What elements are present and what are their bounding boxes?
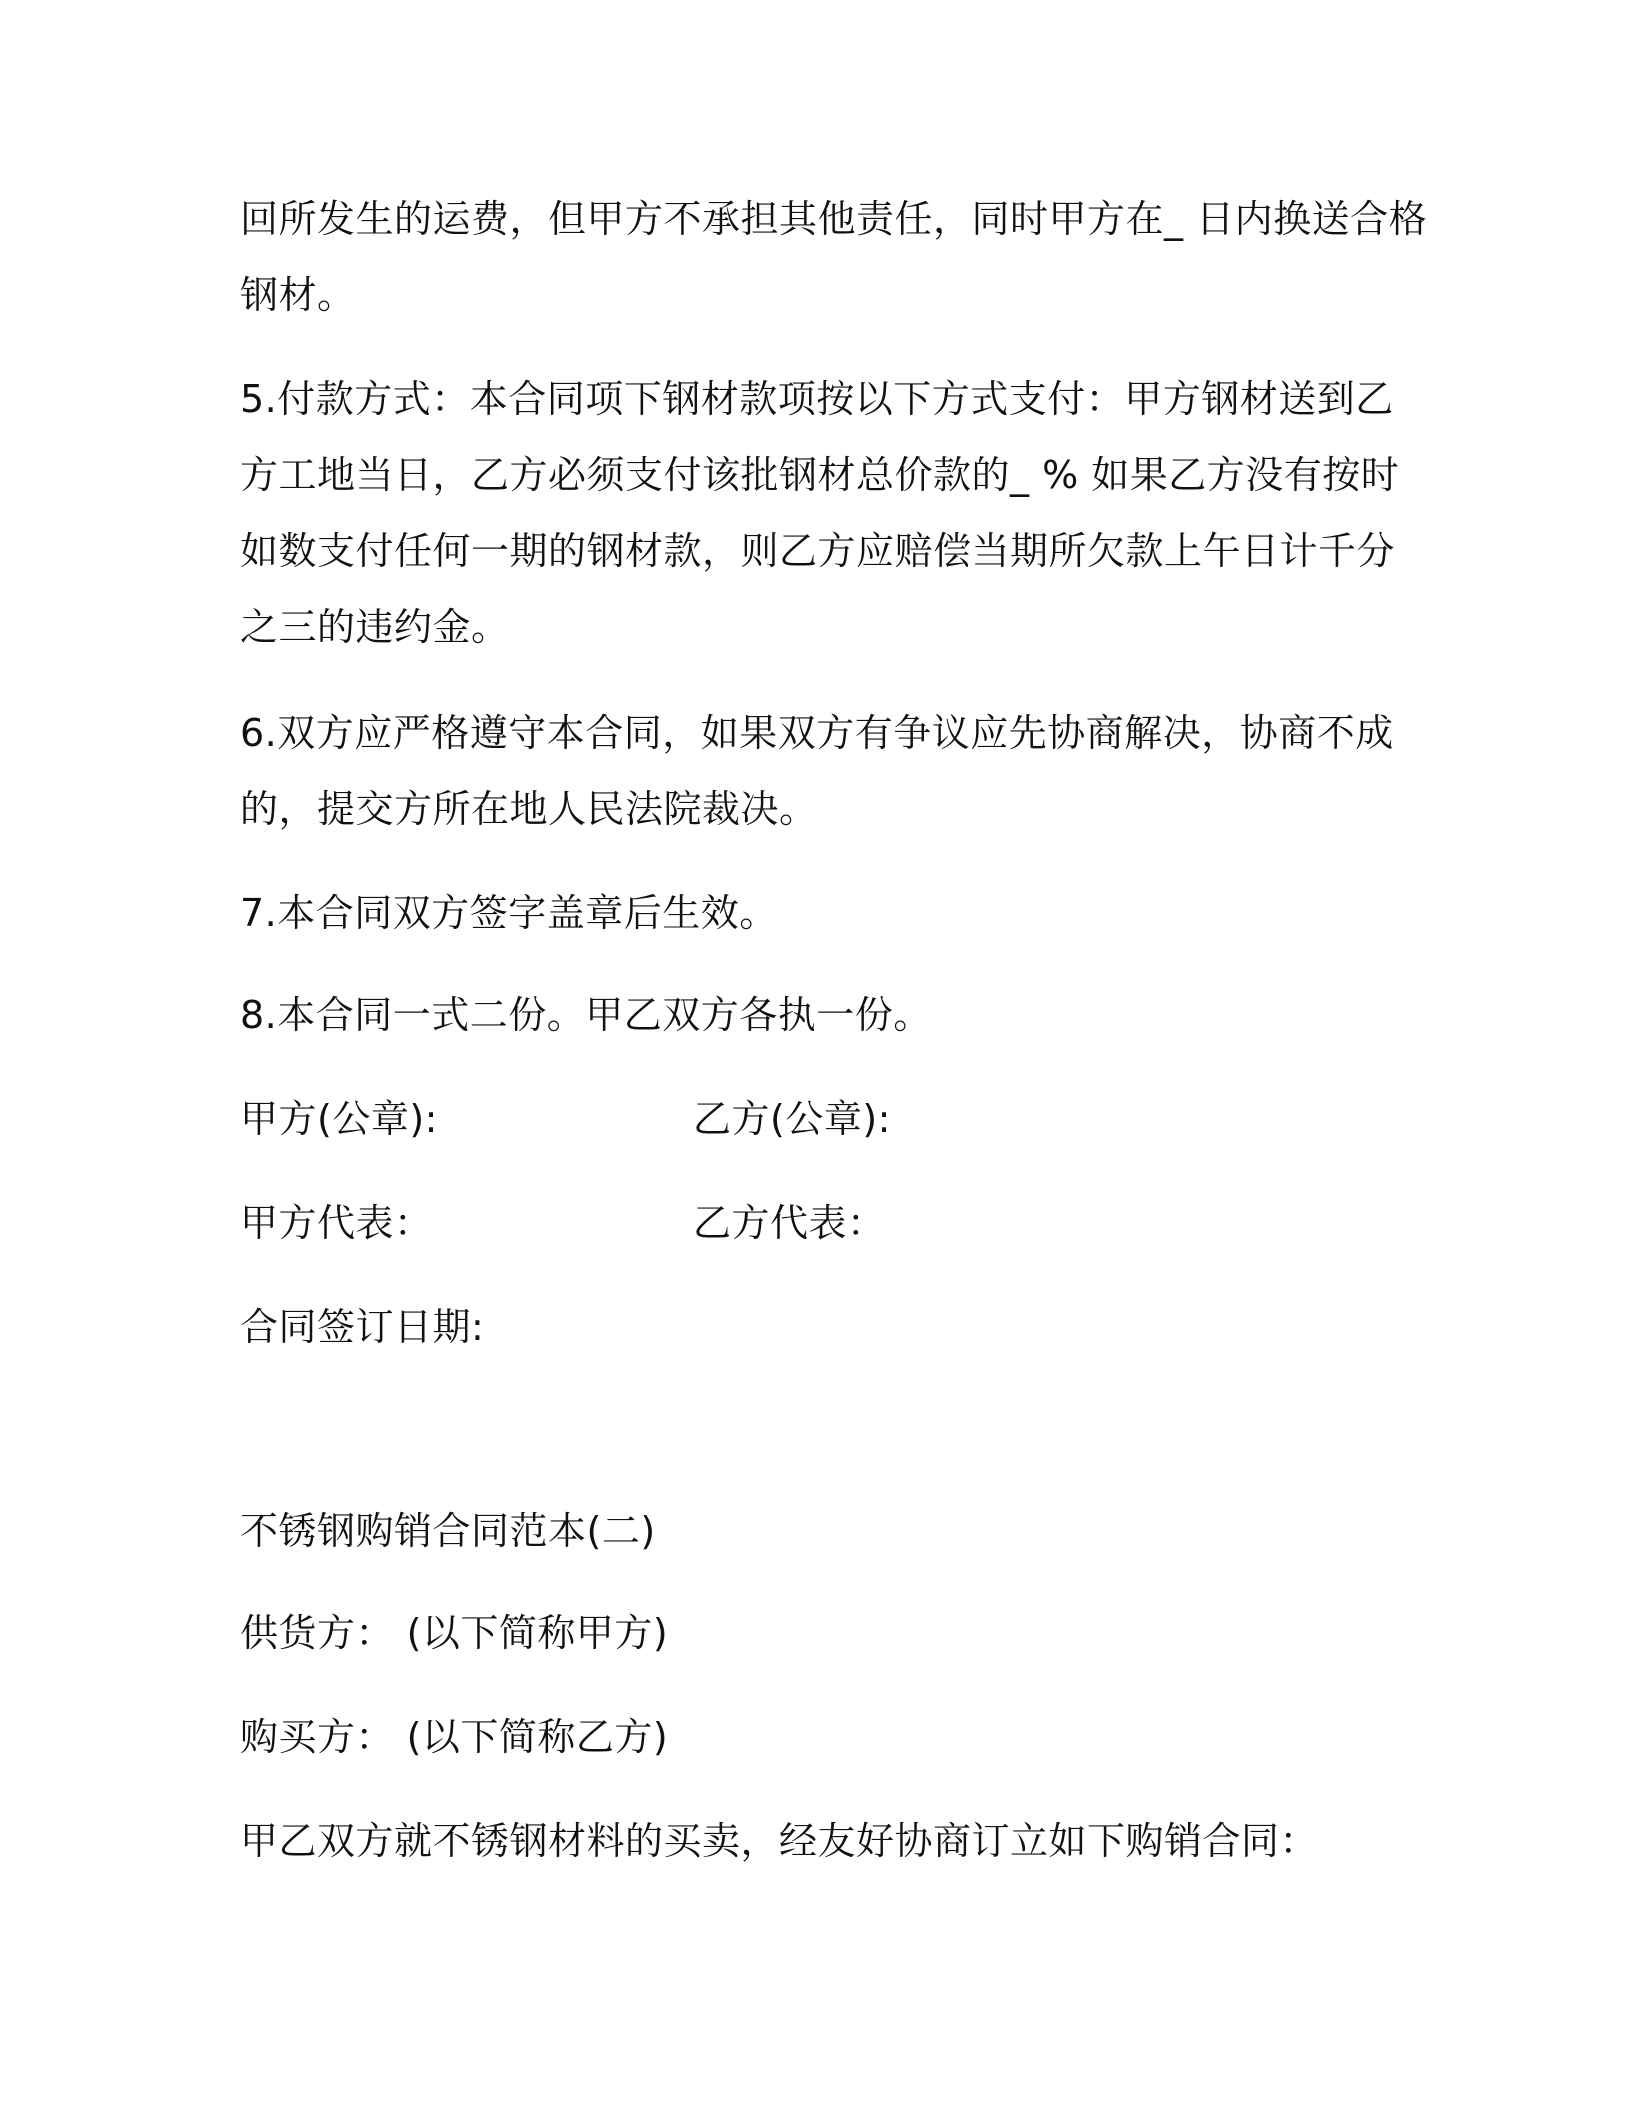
sign-date: 合同签订日期: [240, 1305, 485, 1349]
clause4-tail-line2: 钢材。 [240, 273, 356, 317]
party-a-rep: 甲方代表： [240, 1201, 433, 1245]
clause8: 8.本合同一式二份。甲乙双方各执一份。 [240, 993, 932, 1037]
template2-buyer: 购买方： (以下简称乙方) [240, 1715, 669, 1759]
clause5-line2: 方工地当日，乙方必须支付该批钢材总价款的_ % 如果乙方没有按时 [240, 453, 1400, 497]
template2-intro: 甲乙双方就不锈钢材料的买卖，经友好协商订立如下购销合同： [240, 1819, 1319, 1863]
clause4-tail-line1: 回所发生的运费，但甲方不承担其他责任，同时甲方在_ 日内换送合格 [240, 197, 1428, 241]
party-a-seal: 甲方(公章): [240, 1097, 438, 1141]
party-b-rep: 乙方代表： [693, 1201, 886, 1245]
clause6-line2: 的，提交方所在地人民法院裁决。 [240, 787, 818, 831]
template2-title: 不锈钢购销合同范本(二) [240, 1509, 656, 1553]
template2-supplier: 供货方： (以下简称甲方) [240, 1611, 669, 1655]
clause5-line1: 5.付款方式：本合同项下钢材款项按以下方式支付：甲方钢材送到乙 [240, 377, 1394, 421]
clause6-line1: 6.双方应严格遵守本合同，如果双方有争议应先协商解决，协商不成 [240, 711, 1394, 755]
clause5-line3: 如数支付任何一期的钢材款，则乙方应赔偿当期所欠款上午日计千分 [240, 529, 1396, 573]
party-b-seal: 乙方(公章): [693, 1097, 891, 1141]
clause7: 7.本合同双方签字盖章后生效。 [240, 891, 778, 935]
clause5-line4: 之三的违约金。 [240, 605, 510, 649]
